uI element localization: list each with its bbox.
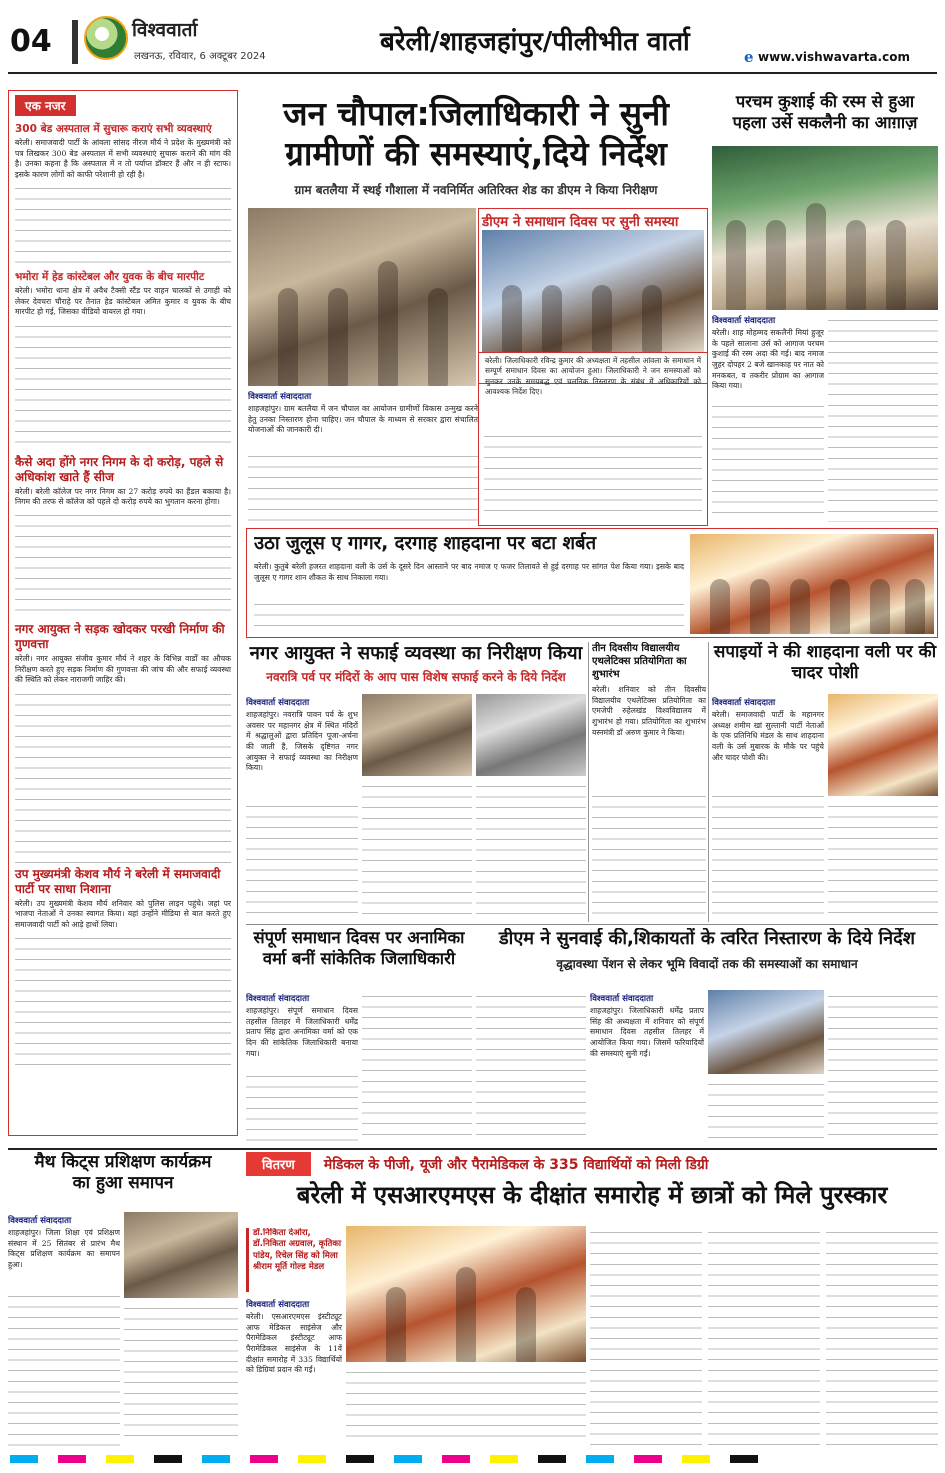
award-tag: वितरण [246,1152,311,1176]
page-number-divider [72,20,78,64]
dm-box-text-lines [484,430,702,520]
section-rule [8,1148,937,1150]
nagar-headline-block [246,642,586,692]
brief-heading: 300 बेड अस्पताल में सुचारू कराएं सभी व्यवस्थाएं [15,123,212,135]
brief-text: बरेली। भमोरा थाना क्षेत्र में अवैध टैक्सी स्टैंड पर वाहन चालकों से उगाही को लेकर देवचरा चौराहे पर तैनात हेड कांस्टेबल अमित कुमार व युवक के बीच मारपीट हो गई, जिसका वीडियो वायरल हो गया। [15,286,231,317]
nagar-text: शाहजहांपुर। नवरात्रि पावन पर्व के शुभ अवसर पर महानगर क्षेत्र में स्थित मंदिरों में श्रद्धालुओं द्वारा प्रतिदिन पूजा-अर्चना की जाती है, जिसके दृष्टिगत नगर आयुक्त ने सफाई व्यवस्था का निरीक्षण किया। [246,710,358,773]
samadhan-headline-line-2: वर्मा बनीं सांकेतिक जिलाधिकारी [262,948,456,968]
award-text-lines [708,1226,820,1446]
sunwai-text-lines [708,1078,824,1144]
brief-heading: कैसे अदा होंगे नगर निगम के दो करोड़, पहले से अधिकांश खाते हैं सीज [15,454,224,484]
brief-text-lines [15,182,231,268]
athletics-headline: तीन दिवसीय विद्यालयीय एथलेटिक्स प्रतियोगिता का शुभारंभ [592,643,687,680]
award-photo [346,1226,586,1362]
briefs-kicker: एक नजर [15,95,76,116]
web-icon: e [744,48,754,66]
urs-headline-line-1: परचम कुशाई की रस्म से हुआ [735,92,915,111]
chadar-photo [828,694,938,796]
briefs-column [8,90,238,1136]
nagar-text-lines [362,780,472,920]
award-headline-block [246,1180,938,1222]
chadar-text-lines [828,800,938,920]
nagar-deck: नवरात्रि पर्व पर मंदिरों के आप पास विशेष सफाई करने के दिये निर्देश [266,670,566,685]
dm-box-title: डीएम ने समाधान दिवस पर सुनी समस्या [482,214,679,230]
chadar-text: बरेली। समाजवादी पार्टी के महानगर अध्यक्ष शमीम खां सुल्तानी पार्टी नेताओं के एक प्रतिनिधि मंडल के साथ शाहदाना वली के उर्स मुबारक के मौके पर पहुंचे और चादर पोशी की। [712,710,824,762]
brief-text-lines [15,688,231,864]
lead-text-lines [248,450,478,526]
math-headline-block [8,1152,238,1210]
dm-box-text: बरेली। जिलाधिकारी रविन्द्र कुमार की अध्यक्षता में तहसील आंवला के समाधान में सम्पूर्ण समाधान दिवस का आयोजन हुआ। जिलाधिकारी ने जन समस्याओं को सुनकर उनके समयबद्ध एवं चलनिक निस्तारण के संबंध में अधिकारियों को आवश्यक निर्देश दिए। [485,356,701,397]
samadhan-text-lines [362,990,472,1144]
sunwai-body [590,990,704,1140]
nagar-text-lines [246,800,358,918]
samadhan-text: शाहजहांपुर। संपूर्ण समाधान दिवस तहसील तिलहर में जिलाधिकारी धर्मेंद्र प्रताप सिंह द्वारा अनामिका वर्मा को एक दिन की सांकेतिक जिलाधिकारी बनाया गया। [246,1006,358,1058]
nagar-photo-2 [476,694,586,776]
sunwai-byline: विश्ववार्ता संवाददाता [590,994,654,1004]
nagar-photo-1 [362,694,472,776]
lead-headline-line-2: ग्रामीणों की समस्याएं,दिये निर्देश [285,134,667,174]
lead-byline: विश्ववार्ता संवाददाता [248,392,312,402]
award-body [246,1296,342,1448]
chadar-byline: विश्ववार्ता संवाददाता [712,698,776,708]
award-byline: विश्ववार्ता संवाददाता [246,1300,310,1310]
lead-photo [248,208,476,386]
urs-headline-block [712,92,938,142]
julus-photo [690,534,934,634]
julus-headline: उठा जुलूस ए गागर, दरगाह शाहदाना पर बटा शर्बत [254,533,597,554]
nagar-headline: नगर आयुक्त ने सफाई व्यवस्था का निरीक्षण किया [249,643,583,664]
brief-text-lines [15,509,231,619]
athletics-text: बरेली। शनिवार को तीन दिवसीय विद्यालयीय एथलेटिक्स प्रतियोगिता का एमजेपी रुहेलखंड विश्वविद्यालय में शुभारंभ हो गया। प्रतियोगिता का शुभारंभ यस्नमंत्री डॉ अरुण कुमार ने किया। [592,685,706,737]
urs-text-lines [828,314,938,522]
chadar-text-lines [712,790,824,920]
sunwai-photo [708,990,824,1074]
math-text-lines [124,1302,238,1446]
award-strap-text: मेडिकल के पीजी, यूजी और पैरामेडिकल के 335 विद्यार्थियों को मिली डिग्री [323,1157,709,1173]
math-text: शाहजहांपुर। जिला शिक्षा एवं प्रशिक्षण संस्थान में 25 सितंबर से प्रारंभ मैथ किट्स प्रशिक्षण कार्यक्रम का समापन हुआ। [8,1228,120,1269]
samadhan-headline-line-1: संपूर्ण समाधान दिवस पर अनामिका [253,928,465,947]
award-text-lines [346,1366,586,1446]
samadhan-text-lines [246,1070,358,1144]
color-register-strip [0,1452,945,1466]
chadar-headline-block [712,642,938,692]
masthead [0,0,945,74]
math-headline-line-1: मैथ किट्स प्रशिक्षण कार्यक्रम [34,1152,212,1172]
brief-text: बरेली। नगर आयुक्त संजीव कुमार मौर्य ने शहर के विभिन्न वार्डों का औचक निरीक्षण करते हुए सड़क निर्माण की गुणवत्ता की जांच की और सफाई व्यवस्था की स्थिति को लेकर नाराजगी जाहिर की। [15,654,231,685]
award-text-lines [826,1226,938,1446]
award-caption-text: डॉ.निकिता देओरा, डॉ.निकिता अग्रवाल, कृतिका पांडेय, रिचेल सिंह को मिला श्रीराम मूर्ति गोल्ड मेडल [253,1228,342,1273]
brief-heading: उप मुख्यमंत्री केशव मौर्य ने बरेली में समाजवादी पार्टी पर साधा निशाना [15,866,221,896]
sunwai-headline-block [476,928,938,988]
math-text-lines [8,1290,120,1446]
dm-box-photo [482,230,704,352]
brief-text: बरेली। उप मुख्यमंत्री केशव मौर्य शनिवार को पुलिस लाइन पहुंचे। जहां पर भाजपा नेताओं ने उनका स्वागत किया। यहां उन्होंने मीडिया से बात करते हुए समाजवादी पार्टी को आड़े हाथों लिया। [15,898,231,929]
math-headline-line-2: का हुआ समापन [72,1173,174,1194]
brand-name: विश्ववार्ता [132,19,198,41]
page-number: 04 [10,24,52,59]
brief-text-lines [15,320,231,452]
brand-logo-icon [84,16,128,60]
urs-byline: विश्ववार्ता संवाददाता [712,316,776,326]
chadar-headline: सपाइयों ने की शाहदाना वली पर की चादर पोशी [713,642,937,684]
website-link[interactable]: www.vishwavarta.com [758,50,910,64]
lead-headline-line-1: जन चौपाल:जिलाधिकारी ने सुनी [283,94,669,133]
lead-headline-block [246,94,706,218]
nagar-byline: विश्ववार्ता संवाददाता [246,698,310,708]
urs-photo [712,146,938,310]
julus-text-lines [254,598,684,634]
brief-heading: भमोरा में हेड कांस्टेबल और युवक के बीच मारपीट [15,271,205,283]
nagar-text-lines [476,780,586,920]
julus-text: बरेली। कुतुबे बरेली हजरत शाहदाना वली के उर्स के दूसरे दिन आस्ताने पर बाद नमाज ए फजर तिलावते से हुई दरगाह पर सांगत पेश किया गया। इसके बाद जुलूस ए गागर शान शौकत के साथ निकाला गया। [254,562,684,582]
samadhan-byline: विश्ववार्ता संवाददाता [246,994,310,1004]
athletics-text-lines [592,790,706,920]
masthead-rule [8,72,937,74]
dateline: लखनऊ, रविवार, 6 अक्टूबर 2024 [134,51,266,62]
lead-deck: ग्राम बतलैया में स्थई गौशाला में नवनिर्मित अतिरिक्त शेड का डीएम ने किया निरीक्षण [294,182,658,197]
samadhan-text-lines [476,990,586,1144]
brief-text-lines [15,932,231,1070]
brief-text: बरेली। समाजवादी पार्टी के आंवला सांसद नीरज मौर्य ने प्रदेश के मुख्यमंत्री को पत्र लिखकर 300 बेड अस्पताल में सभी व्यवस्थाएं सुचारू कराने की मांग की है। उनका कहना है कि अस्पताल में न तो पर्याप्त डॉक्टर हैं और न ही स्टाफ। इसके कारण लोगों को काफी परेशानी हो रही है। [15,138,231,179]
award-text: बरेली। एसआरएमएस इंस्टीट्यूट आफ मेडिकल साइंसेज और पैरामेडिकल इंस्टीट्यूट आफ पैरामेडिकल साइंसेज के 11वें दीक्षांत समारोह में 335 विद्यार्थियों को डिग्रियां प्रदान की गईं। [246,1312,342,1375]
urs-text: बरेली। शाह मोहम्मद सकलैनी मियां हुजूर के पहले सालाना उर्स को आगाज परचम कुशाई की रस्म अदा की गई। बाद नमाज जुहर दोपहर 2 बजे खानकाह पर नात को मनकबत, व तकरीर प्रोग्राम का आगाज किया गया। [712,328,824,391]
math-photo [124,1212,238,1298]
sunwai-text: शाहजहांपुर। जिलाधिकारी धर्मेंद्र प्रताप सिंह की अध्यक्षता में शनिवार को संपूर्ण समाधान दिवस तहसील तिलहर में आयोजित किया गया। जिसमें फरियादियों की समस्याएं सुनी गईं। [590,1006,704,1058]
award-caption [246,1228,342,1292]
award-text-lines [590,1226,702,1446]
urs-text-lines [712,400,824,522]
samadhan-headline-block [246,928,472,986]
sunwai-text-lines [828,990,938,1144]
award-strap [246,1152,938,1178]
column-divider [588,642,589,922]
award-headline: बरेली में एसआरएमएस के दीक्षांत समारोह में छात्रों को मिले पुरस्कार [296,1181,888,1209]
sunwai-headline: डीएम ने सुनवाई की,शिकायतों के त्वरित निस्तारण के दिये निर्देश [499,928,915,949]
column-divider [708,642,709,922]
math-byline: विश्ववार्ता संवाददाता [8,1216,72,1226]
sunwai-deck: वृद्धावस्था पेंशन से लेकर भूमि विवादों तक की समस्याओं का समाधान [556,956,858,971]
brief-heading: नगर आयुक्त ने सड़क खोदकर परखी निर्माण की गुणवत्ता [15,622,225,652]
julus-headline-block [254,532,684,560]
section-rule [246,924,938,925]
lead-text: शाहजहांपुर। ग्राम बतलैया में जन चौपाल का आयोजन ग्रामीणों विकास उन्मुख करने हेतु उनका निस्तारण होना चाहिए। जन चौपाल के माध्यम से सरकार द्वारा संचालित योजनाओं की जानकारी दी। [248,404,478,435]
urs-headline-line-2: पहला उर्से सकलैनी का आग़ाज़ [732,112,918,132]
brief-text: बरेली। बरेली कॉलेज पर नगर निगम का 27 करोड़ रुपये का हैंडल बकाया है। निगम की तरफ से कॉलेज को पहले दो करोड़ रुपये का भुगतान करना होगा। [15,486,231,506]
section-title: बरेली/शाहजहांपुर/पीलीभीत वार्ता [380,27,690,57]
